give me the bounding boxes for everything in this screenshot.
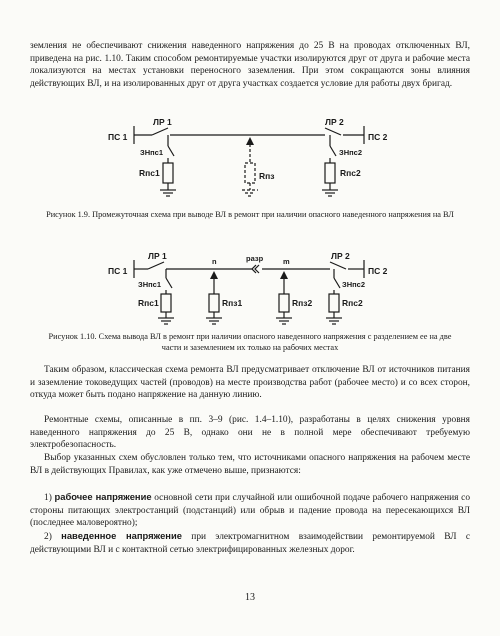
label-r1: Rпс1	[139, 168, 160, 178]
r2-resistor	[325, 163, 335, 183]
page-number: 13	[245, 592, 255, 603]
label-ps2: ПС 2	[368, 132, 388, 142]
label-rpz1: Rпз1	[222, 298, 243, 308]
lr2-switch	[325, 128, 341, 135]
figure-1-9-caption: Рисунок 1.9. Промежуточная схема при выводе ВЛ в ремонт при наличии опасного наведенного напряжения на ВЛ	[46, 210, 454, 219]
label-lr1: ЛР 1	[153, 117, 172, 127]
label-node-n: n	[212, 257, 217, 266]
label-lr2: ЛР 2	[331, 251, 350, 261]
r2-resistor	[329, 294, 339, 312]
lr2-switch	[330, 262, 346, 269]
label-node-m: m	[283, 257, 290, 266]
zn1-switch	[166, 278, 172, 288]
figure-1-9-diagram	[0, 118, 500, 208]
paragraph-classic-scheme: Таким образом, классическая схема ремонта ВЛ предусматривает отключение ВЛ от источников питания и заземление токоведущих частей (проводов) на месте производства работ (рабочее место) и со всех сторон, откуда может быть подано напряжение на данную линию.	[30, 365, 470, 401]
paragraph-choice: Выбор указанных схем обусловлен только тем, что источниками опасного напряжения на рабочем месте ВЛ в действующих Правилах, как уже отмечено выше, признаются:	[30, 453, 470, 476]
list-item-working-voltage: 1) рабочее напряжение основной сети при случайной или ошибочной подаче рабочего напряжения со стороны питающих электростанций (подстанций) или обрыв и падение провода на пересекающихся ВЛ (последнее маловероятно);	[30, 491, 471, 529]
figure-1-10-diagram	[0, 248, 500, 328]
arrow-up-icon	[210, 271, 218, 279]
arrow-up-icon	[280, 271, 288, 279]
rpz2-resistor	[279, 294, 289, 312]
label-lr1: ЛР 1	[148, 251, 167, 261]
arrow-up-icon	[246, 137, 254, 145]
label-ps1: ПС 1	[108, 132, 128, 142]
r1-resistor	[163, 163, 173, 183]
figure-1-10-caption: Рисунок 1.10. Схема вывода ВЛ в ремонт при наличии опасного наведенного напряжения с разделением ее на две части и заземлением их только на рабочих местах	[48, 332, 452, 352]
label-zn2: ЗНпс2	[339, 148, 362, 157]
label-zn1: ЗНпс1	[140, 148, 163, 157]
lr1-switch	[152, 128, 168, 135]
label-zn1: ЗНпс1	[138, 280, 161, 289]
term-induced-voltage: наведенное напряжение	[61, 530, 182, 541]
label-r2: Rпс2	[340, 168, 361, 178]
zn2-switch	[330, 146, 336, 156]
zn2-switch	[334, 278, 340, 288]
label-ps1: ПС 1	[108, 266, 128, 276]
paragraph-repair-schemes: Ремонтные схемы, описанные в пп. 3–9 (рис. 1.4–1.10), разработаны в целях снижения уровня наведенного напряжения до 25 В, однако они не в полной мере обеспечивают требуемую электробезопасность.	[30, 415, 470, 451]
label-rpz2: Rпз2	[292, 298, 313, 308]
zn1-switch	[168, 146, 174, 156]
lr1-switch	[148, 262, 164, 269]
r1-resistor	[161, 294, 171, 312]
label-r2: Rпс2	[342, 298, 363, 308]
list-item-induced-voltage: 2) наведенное напряжение при электромагнитном взаимодействии ремонтируемой ВЛ с действующими ВЛ и с контактной сетью электрифицированных железных дорог.	[30, 530, 471, 555]
label-razr: разр	[246, 254, 264, 263]
label-rpz: Rпз	[259, 171, 275, 181]
paragraph-intro: земления не обеспечивают снижения наведенного напряжения до 25 В на проводах отключенных ВЛ, приведена на рис. 1.10. Таким способом ремонтируемые участки изолируются друг от друга и рабочие места локализуются на местах установки переносного заземления. При этом сокращаются зоны влияния действующих ВЛ, и на изолированных друг от друга участках создается условие для работы двух бригад.	[30, 41, 470, 89]
label-r1: Rпс1	[138, 298, 159, 308]
label-ps2: ПС 2	[368, 266, 388, 276]
label-zn2: ЗНпс2	[342, 280, 365, 289]
rpz1-resistor	[209, 294, 219, 312]
label-lr2: ЛР 2	[325, 117, 344, 127]
rpz-resistor	[245, 163, 255, 183]
term-working-voltage: рабочее напряжение	[54, 491, 152, 502]
